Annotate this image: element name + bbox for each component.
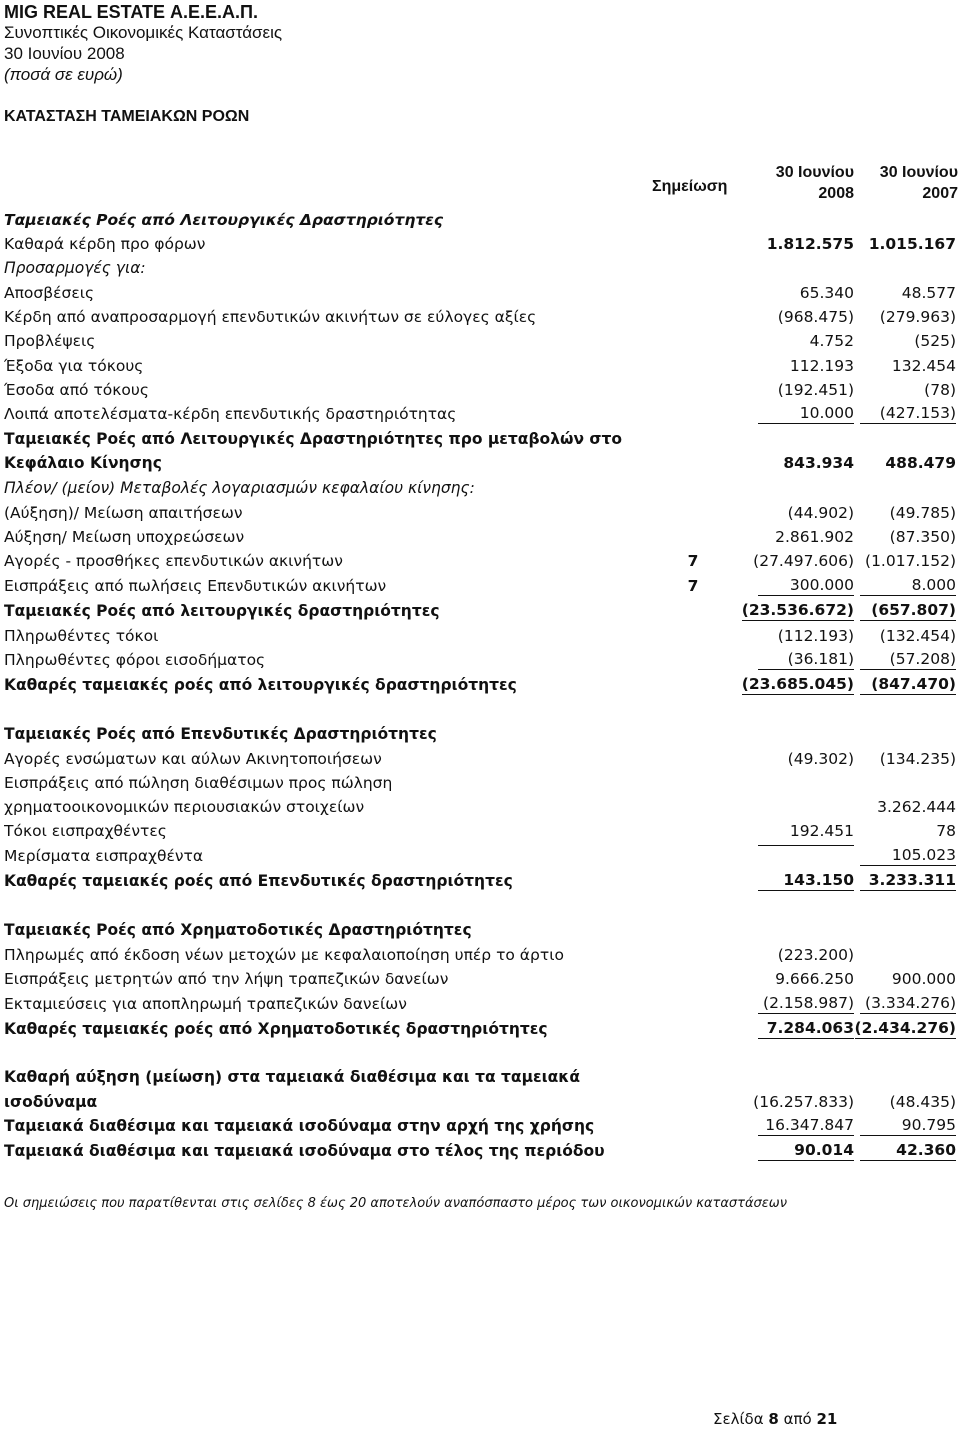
- currency-note: (ποσά σε ευρώ): [4, 65, 123, 84]
- table-row: [0, 477, 960, 499]
- value-2007: 3.262.444: [877, 798, 956, 816]
- value-2008: (36.181): [758, 649, 854, 670]
- value-2008: (968.475): [777, 308, 854, 326]
- value-2007: (279.963): [879, 308, 956, 326]
- row-label: Κέρδη από αναπροσαρμογή επενδυτικών ακινήτων σε εύλογες αξίες: [4, 308, 537, 326]
- row-label: Καθαρή αύξηση (μείωση) στα ταμειακά διαθέσιμα και τα ταμειακά: [4, 1068, 580, 1086]
- value-2008: (223.200): [777, 946, 854, 964]
- value-2007: (87.350): [889, 528, 956, 546]
- value-2008: 300.000: [758, 575, 854, 596]
- value-2007: (847.470): [860, 674, 956, 695]
- value-2007: 48.577: [901, 284, 956, 302]
- table-row: [0, 772, 960, 794]
- report-subtitle: Συνοπτικές Οικονομικές Καταστάσεις: [4, 23, 283, 42]
- table-row: [0, 600, 960, 622]
- value-2008: 192.451: [789, 822, 854, 840]
- row-label: Κεφάλαιο Κίνησης: [4, 454, 162, 472]
- row-label: Αγορές ενσώματων και αύλων Ακινητοποιήσεων: [4, 750, 382, 768]
- table-row: [0, 306, 960, 328]
- table-row: [0, 1115, 960, 1137]
- value-2008: 4.752: [809, 332, 854, 350]
- row-label: Εισπράξεις από πωλήσεις Επενδυτικών ακινήτων: [4, 577, 387, 595]
- value-2007: 132.454: [891, 357, 956, 375]
- row-label: Προβλέψεις: [4, 332, 96, 350]
- value-2007: (525): [914, 332, 956, 350]
- row-label: χρηματοοικονομικών περιουσιακών στοιχείων: [4, 798, 365, 816]
- table-row: [0, 282, 960, 304]
- value-2008: 143.150: [758, 870, 854, 891]
- table-row: [0, 944, 960, 966]
- row-label: Ταμειακά διαθέσιμα και ταμειακά ισοδύναμα στο τέλος της περιόδου: [4, 1142, 605, 1160]
- value-2008: (27.497.606): [753, 552, 854, 570]
- pager-prefix: Σελίδα: [713, 1410, 764, 1428]
- table-row: [0, 355, 960, 377]
- table-row: [0, 1066, 960, 1088]
- value-2007: (3.334.276): [860, 993, 956, 1014]
- value-2007: 1.015.167: [868, 235, 956, 253]
- row-label: Καθαρά κέρδη προ φόρων: [4, 235, 206, 253]
- row-label: (Αύξηση)/ Μείωση απαιτήσεων: [4, 504, 243, 522]
- footnote: Οι σημειώσεις που παρατίθενται στις σελίδες 8 έως 20 αποτελούν αναπόσπαστο μέρος των οικονομικών καταστάσεων: [4, 1196, 787, 1211]
- value-2007: (427.153): [860, 403, 956, 424]
- value-2008: (192.451): [777, 381, 854, 399]
- value-2008: [758, 845, 854, 846]
- row-label: Εισπράξεις μετρητών από την λήψη τραπεζικών δανείων: [4, 970, 449, 988]
- row-label: Ταμειακές Ροές από Επενδυτικές Δραστηριότητες: [4, 725, 437, 743]
- table-row: [0, 1091, 960, 1113]
- value-2008: 2.861.902: [775, 528, 854, 546]
- page-number: [713, 1410, 837, 1428]
- table-row: [0, 526, 960, 548]
- table-row: [0, 993, 960, 1015]
- value-2007: 105.023: [860, 845, 956, 866]
- row-label: Ταμειακές Ροές από Λειτουργικές Δραστηριότητες προ μεταβολών στο: [4, 430, 623, 448]
- value-2007: (48.435): [889, 1093, 956, 1111]
- value-2007: 900.000: [891, 970, 956, 988]
- pager-total: 21: [816, 1410, 838, 1428]
- row-label: Έξοδα για τόκους: [4, 357, 144, 375]
- table-row: [0, 723, 960, 745]
- row-label: Ταμειακές Ροές από Λειτουργικές Δραστηριότητες: [4, 211, 444, 229]
- value-2008: (49.302): [787, 750, 854, 768]
- column-header-2007: [856, 162, 958, 204]
- table-row: [0, 649, 960, 671]
- value-2008: (23.685.045): [741, 675, 854, 693]
- value-2008: (44.902): [787, 504, 854, 522]
- row-label: Τόκοι εισπραχθέντες: [4, 822, 167, 840]
- pager-current: 8: [768, 1410, 779, 1428]
- row-label: Καθαρές ταμειακές ροές από Επενδυτικές δραστηριότητες: [4, 872, 513, 890]
- value-2007: 78: [936, 822, 956, 840]
- value-2007: 3.233.311: [860, 870, 956, 891]
- row-label: ισοδύναμα: [4, 1093, 98, 1111]
- row-label: Καθαρές ταμειακές ροές από λειτουργικές δραστηριότητες: [4, 676, 517, 694]
- table-row: [0, 820, 960, 842]
- table-row: [0, 379, 960, 401]
- row-label: Αποσβέσεις: [4, 284, 95, 302]
- table-row: [0, 870, 960, 892]
- table-row: [0, 452, 960, 474]
- row-label: Πληρωθέντες φόροι εισοδήματος: [4, 651, 266, 669]
- row-label: Εισπράξεις από πώληση διαθέσιμων προς πώληση: [4, 774, 393, 792]
- note-column-header: Σημείωση: [652, 178, 728, 195]
- value-2008: 10.000: [758, 403, 854, 424]
- table-row: [0, 428, 960, 450]
- value-2007: (132.454): [879, 627, 956, 645]
- value-2007: (2.434.276): [854, 1019, 956, 1037]
- value-2007: (57.208): [860, 649, 956, 670]
- table-row: [0, 233, 960, 255]
- column-header-2008-line1: 30 Ιουνίου: [775, 164, 854, 181]
- table-row: [0, 845, 960, 867]
- report-date: 30 Ιουνίου 2008: [4, 44, 125, 63]
- row-note: 7: [687, 552, 699, 570]
- value-2007: 8.000: [860, 575, 956, 596]
- row-label: Μερίσματα εισπραχθέντα: [4, 847, 204, 865]
- row-label: Ταμειακές Ροές από Χρηματοδοτικές Δραστηριότητες: [4, 921, 472, 939]
- value-2008: 65.340: [799, 284, 854, 302]
- value-2008: 9.666.250: [775, 970, 854, 988]
- value-2007: 90.795: [860, 1115, 956, 1136]
- value-2008: 112.193: [789, 357, 854, 375]
- table-row: [0, 919, 960, 941]
- row-label: Πλέον/ (μείον) Μεταβολές λογαριασμών κεφαλαίου κίνησης:: [4, 479, 475, 497]
- row-label: Αύξηση/ Μείωση υποχρεώσεων: [4, 528, 245, 546]
- table-row: [0, 674, 960, 696]
- value-2008: 90.014: [758, 1140, 854, 1161]
- value-2007: (78): [924, 381, 956, 399]
- value-2007: (657.807): [860, 600, 956, 621]
- row-label: Έσοδα από τόκους: [4, 381, 149, 399]
- value-2007: 488.479: [885, 454, 956, 472]
- row-label: Εκταμιεύσεις για αποπληρωμή τραπεζικών δανείων: [4, 995, 407, 1013]
- column-header-2007-line2: 2007: [922, 185, 958, 202]
- table-row: [0, 796, 960, 818]
- table-row: [0, 403, 960, 425]
- table-row: [0, 502, 960, 524]
- value-2008: 16.347.847: [758, 1115, 854, 1136]
- column-header-2008-line2: 2008: [818, 185, 854, 202]
- table-row: [0, 1018, 960, 1040]
- column-header-2008: [750, 162, 854, 204]
- value-2007: (1.017.152): [865, 552, 956, 570]
- table-row: [0, 748, 960, 770]
- row-label: Λοιπά αποτελέσματα-κέρδη επενδυτικής δραστηριότητας: [4, 405, 457, 423]
- row-label: Αγορές - προσθήκες επενδυτικών ακινήτων: [4, 552, 343, 570]
- company-name: MIG REAL ESTATE Α.Ε.Ε.Α.Π.: [4, 2, 259, 22]
- value-2008: (2.158.987): [758, 993, 854, 1014]
- row-label: Προσαρμογές για:: [4, 259, 146, 277]
- row-note: 7: [687, 577, 699, 595]
- value-2008: (23.536.672): [741, 601, 854, 619]
- value-2008: (16.257.833): [753, 1093, 854, 1111]
- pager-middle: από: [783, 1410, 812, 1428]
- row-label: Ταμειακά διαθέσιμα και ταμειακά ισοδύναμα στην αρχή της χρήσης: [4, 1117, 595, 1135]
- table-row: [0, 209, 960, 231]
- value-2007: (134.235): [879, 750, 956, 768]
- table-row: [0, 575, 960, 597]
- table-row: [0, 1140, 960, 1162]
- row-label: Πληρωμές από έκδοση νέων μετοχών με κεφαλαιοποίηση υπέρ το άρτιο: [4, 946, 564, 964]
- table-row: [0, 550, 960, 572]
- value-2008: 1.812.575: [766, 235, 854, 253]
- row-label: Καθαρές ταμειακές ροές από Χρηματοδοτικές δραστηριότητες: [4, 1020, 548, 1038]
- value-2008: 7.284.063: [758, 1018, 854, 1039]
- value-2007: 42.360: [860, 1140, 956, 1161]
- value-2008: (112.193): [777, 627, 854, 645]
- row-label: Πληρωθέντες τόκοι: [4, 627, 159, 645]
- table-row: [0, 257, 960, 279]
- value-2007: (49.785): [889, 504, 956, 522]
- value-2008: 843.934: [783, 454, 854, 472]
- row-label: Ταμειακές Ροές από λειτουργικές δραστηριότητες: [4, 602, 440, 620]
- table-row: [0, 330, 960, 352]
- column-header-2007-line1: 30 Ιουνίου: [879, 164, 958, 181]
- table-row: [0, 625, 960, 647]
- statement-title: ΚΑΤΑΣΤΑΣΗ ΤΑΜΕΙΑΚΩΝ ΡΟΩΝ: [4, 108, 250, 125]
- table-row: [0, 968, 960, 990]
